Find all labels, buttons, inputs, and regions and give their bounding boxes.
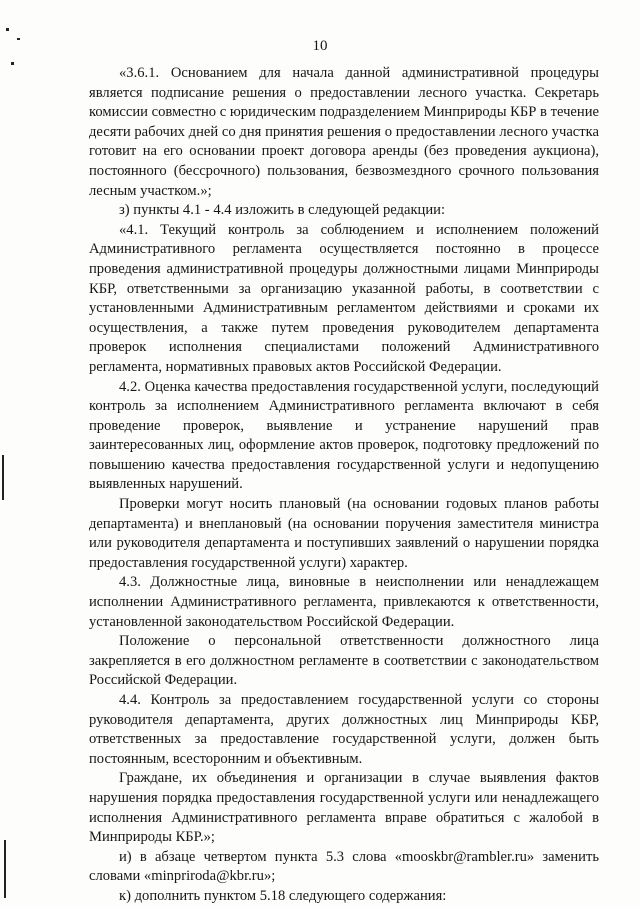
document-body	[89, 64, 599, 907]
scan-edge-line-bottom	[4, 840, 6, 898]
scan-mark-top	[6, 28, 9, 31]
paragraph-3-6-1: «3.6.1. Основанием для начала данной административной процедуры является подписание решения о предоставлении лесного участка. Секретарь комиссии совместно с юридическим подразделением Минприроды КБР в течение десяти рабочих дней со дня принятия решения о предоставлении лесного участка готовит на его основании проект договора аренды (без проведения аукциона), постоянного (бессрочного) пользования, безвозмездного срочного пользования лесным участком.»;	[89, 65, 599, 199]
paragraph-responsibility: Положение о персональной ответственности должностного лица закрепляется в его должностном регламенте в соответствии с законодательством Российской Федерации.	[89, 633, 599, 689]
paragraph-4-3: 4.3. Должностные лица, виновные в неисполнении или ненадлежащем исполнении Административного регламента, привлекаются к ответственности, установленной законодательством Российской Федерации.	[89, 574, 599, 630]
paragraph-item-z: з) пункты 4.1 - 4.4 изложить в следующей редакции:	[119, 202, 446, 219]
paragraph-4-4: 4.4. Контроль за предоставлением государственной услуги со стороны руководителя департамента, других должностных лиц Минприроды КБР, ответственных за предоставление государственной услуги, должен быть постоянным, всесторонним и объективным.	[89, 692, 599, 767]
paragraph-inspections: Проверки могут носить плановый (на основании годовых планов работы департамента) и внеплановый (на основании поручения заместителя министра или руководителя департамента и поступивших заявлений о нарушении порядка предоставления государственной услуги) характер.	[89, 496, 599, 571]
paragraph-item-i: и) в абзаце четвертом пункта 5.3 слова «mooskbr@rambler.ru» заменить словами «minpriroda@kbr.ru»;	[89, 848, 599, 885]
scan-edge-line	[2, 455, 4, 500]
page-number: 10	[312, 38, 328, 54]
paragraph-4-1: «4.1. Текущий контроль за соблюдением и исполнением положений Административного регламента осуществляется постоянно в процессе проведения административной процедуры должностными лицами Минприроды КБР, ответственными за организацию указанной работы, в соответствии с установленными Административным регламентом действиями и сроками их осуществления, а также путем проведения руководителем департамента проверок исполнения специалистами положений Административного регламента, нормативных правовых актов Российской Федерации.	[89, 221, 599, 375]
scan-mark-dot	[11, 62, 14, 65]
paragraph-citizens: Граждане, их объединения и организации в случае выявления фактов нарушения порядка предоставления государственной услуги или ненадлежащего исполнения Административного регламента вправе обратиться с жалобой в Минприроды КБР.»;	[89, 770, 599, 846]
paragraph-item-k: к) дополнить пунктом 5.18 следующего содержания:	[119, 887, 447, 904]
paragraph-4-2: 4.2. Оценка качества предоставления государственной услуги, последующий контроль за исполнением Административного регламента включают в себя проведение проверок, выявление и устранение нарушений прав заинтересованных лиц, оформление актов проверок, подготовку предложений по повышению качества предоставления государственной услуги и недопущению выявленных нарушений.	[89, 378, 599, 493]
